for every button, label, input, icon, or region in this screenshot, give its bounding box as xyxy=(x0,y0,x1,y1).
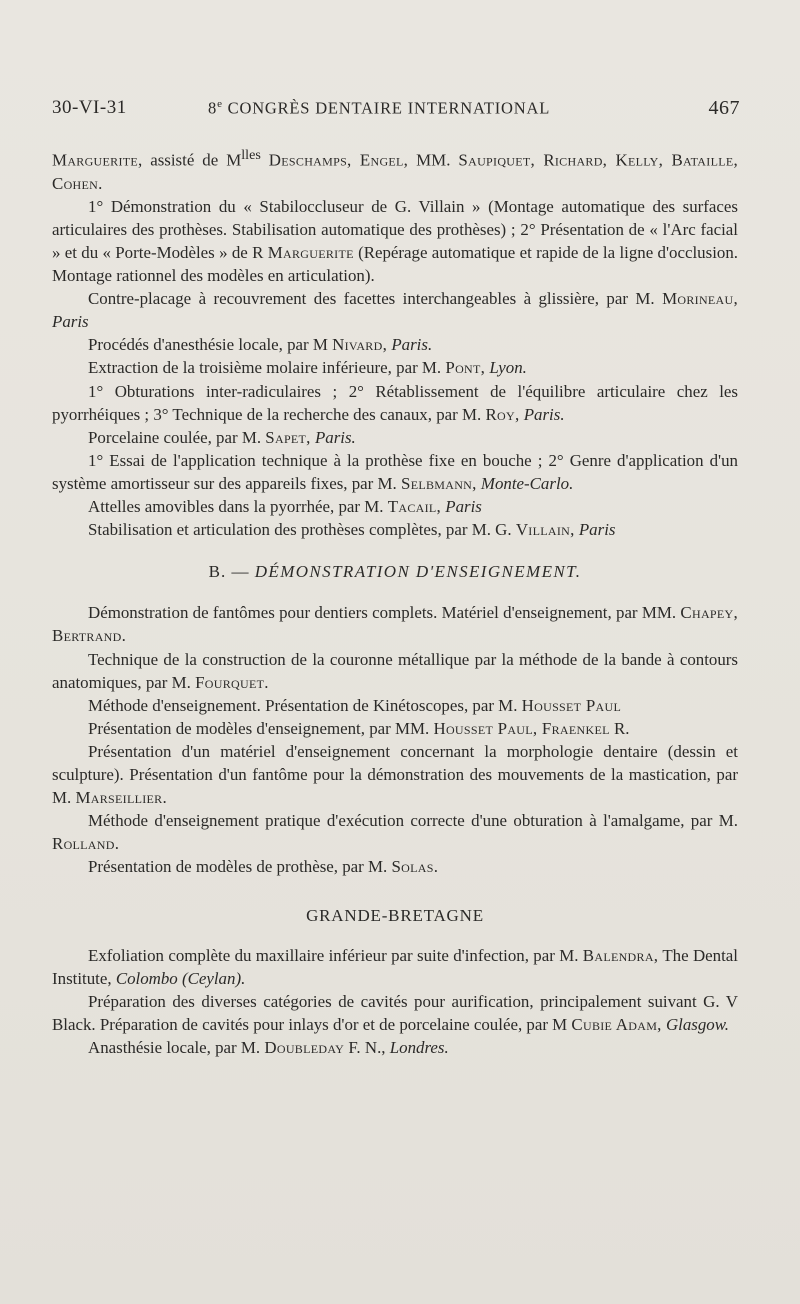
p20-place: Londres. xyxy=(389,1037,449,1057)
p20-name: Doubleday xyxy=(264,1037,345,1057)
p16-name: Rolland xyxy=(52,834,115,854)
p13-name: Housset Paul xyxy=(521,695,622,715)
p4-name: Nivard, xyxy=(332,335,388,355)
p15-name: Marseillier xyxy=(75,788,163,808)
p11-text: Démonstration de fantômes pour dentiers complets. Matériel d'enseignement, par MM. xyxy=(88,603,681,623)
paragraph-amalgame xyxy=(52,809,738,855)
p19-name: Cubie Adam, xyxy=(571,1014,662,1034)
p7-name: Sapet, xyxy=(265,427,311,447)
p18-name: Balendra, xyxy=(582,945,659,965)
p11-name: Chapey, Bertrand xyxy=(52,603,738,646)
running-head xyxy=(52,97,740,127)
p8-text: 1° Essai de l'application technique à la prothèse fixe en bouche ; 2° Genre d'application d'un système amortisseur sur des appareils fixes, par M. xyxy=(52,450,738,493)
paragraph-stabilisation xyxy=(52,518,738,541)
paragraph-porcelaine xyxy=(52,426,738,449)
p5-place: Lyon. xyxy=(489,358,527,378)
paragraph-obturations xyxy=(52,380,738,426)
p6-place: Paris. xyxy=(523,404,565,424)
header-date: 30-VI-31 xyxy=(52,97,127,118)
p6-text: 1° Obturations inter-radiculaires ; 2° Rétablissement de l'équilibre articulaire chez les pyorrhéiques ; 3° Technique de la recherche des canaux, par M. xyxy=(52,381,738,424)
p17-name: Solas xyxy=(391,857,434,877)
p1-names-2: Saupiquet, Richard, Kelly, Bataille, Cohen xyxy=(52,150,738,193)
p15-end: . xyxy=(162,788,167,808)
p13-text: Méthode d'enseignement. Présentation de Kinétoscopes, par M. xyxy=(88,695,522,715)
paragraph-fantomes xyxy=(52,601,738,647)
paragraph-anesthesie xyxy=(52,333,738,356)
p7-text: Porcelaine coulée, par M. xyxy=(88,427,266,447)
p20-text: Anasthésie locale, par M. xyxy=(88,1037,265,1057)
paragraph-extraction xyxy=(52,356,738,379)
paragraph-aurification xyxy=(52,990,738,1036)
p14-name: Housset Paul, Fraenkel xyxy=(433,718,610,738)
p17-text: Présentation de modèles de prothèse, par M. xyxy=(88,857,392,877)
paragraph-stabiloccluseur xyxy=(52,195,738,287)
p1-mm: MM. xyxy=(408,150,459,170)
p3-text: Contre-placage à recouvrement des facettes interchangeables à glissière, par M. xyxy=(88,289,663,309)
p3-name: Morineau, xyxy=(662,289,738,309)
p16-text: Méthode d'enseignement pratique d'exécution correcte d'une obturation à l'amalgame, par M. xyxy=(88,811,738,831)
p10-place: Paris xyxy=(578,520,616,540)
p1-end: . xyxy=(98,173,103,193)
paragraph-morphologie xyxy=(52,740,738,809)
p14-end: R. xyxy=(609,718,630,738)
section-b-title: DÉMONSTRATION D'ENSEIGNEMENT. xyxy=(254,562,582,582)
p11-end: . xyxy=(121,626,126,646)
paragraph-kinetoscopes xyxy=(52,694,738,717)
p1-sup: lles xyxy=(241,147,261,163)
p9-name: Tacail, xyxy=(387,497,442,517)
body-text xyxy=(52,144,738,1059)
section-heading-b xyxy=(52,560,738,583)
paragraph-marguerite xyxy=(52,144,738,195)
paragraph-prothese xyxy=(52,855,738,878)
header-title xyxy=(208,98,550,119)
p14-text: Présentation de modèles d'enseignement, par MM. xyxy=(88,718,434,738)
p18-text: Exfoliation complète du maxillaire inférieur par suite d'infection, par M. xyxy=(88,945,583,965)
p8-name: Selbmann, xyxy=(401,473,477,493)
p7-place: Paris. xyxy=(314,427,356,447)
header-title-post: CONGRÈS DENTAIRE INTERNATIONAL xyxy=(222,98,551,118)
p18-place: Colombo (Ceylan). xyxy=(115,968,246,988)
header-title-sup: e xyxy=(217,98,223,110)
p10-text: Stabilisation et articulation des prothèses complètes, par M. G. xyxy=(88,520,516,540)
paragraph-exfoliation xyxy=(52,944,738,990)
name-marguerite: Marguerite xyxy=(52,150,139,170)
p9-text: Attelles amovibles dans la pyorrhée, par M. xyxy=(88,497,388,517)
p8-place: Monte-Carlo. xyxy=(480,473,574,493)
p2-name: Marguerite xyxy=(267,243,354,262)
paragraph-attelles xyxy=(52,495,738,518)
p12-text: Technique de la construction de la couronne métallique par la méthode de la bande à contours anatomiques, par M. xyxy=(52,649,738,692)
p3-place: Paris xyxy=(52,312,89,332)
p17-end: . xyxy=(433,857,438,877)
paragraph-contre-placage xyxy=(52,287,738,333)
p9-place: Paris xyxy=(445,497,482,517)
p4-text: Procédés d'anesthésie locale, par M xyxy=(88,335,333,355)
header-title-pre: 8 xyxy=(208,98,218,118)
p12-name: Fourquet xyxy=(195,672,265,692)
p1-names-1: Deschamps, Engel, xyxy=(268,150,409,170)
p20-initials: F. N., xyxy=(344,1037,390,1057)
p16-end: . xyxy=(114,834,119,854)
p5-name: Pont, xyxy=(445,358,486,378)
paragraph-couronne xyxy=(52,648,738,694)
p2-text-a: 1° Démonstration du « Stabiloccluseur de G. Villain » (Montage automatique des surfaces articulaires des prothèses. Stabilisation automatique des prothèses) ; 2° Présentation de « l'Arc facial » et du « Porte-Modèles » de R xyxy=(52,196,738,262)
p1-space xyxy=(261,151,269,170)
p12-end: . xyxy=(264,672,269,692)
country-heading: GRANDE-BRETAGNE xyxy=(306,906,484,926)
paragraph-modeles-enseignement xyxy=(52,717,738,740)
paragraph-anasthesie xyxy=(52,1036,738,1059)
page-number: 467 xyxy=(708,97,740,119)
p6-name: Roy, xyxy=(485,404,520,424)
section-b-prefix: B. — xyxy=(208,562,255,582)
p19-text: Préparation des diverses catégories de cavités pour aurification, principalement suivant G. V Black. Préparation de cavités pour inlays d'or et de porcelaine coulée, par M xyxy=(52,991,738,1034)
p4-place: Paris. xyxy=(391,335,433,355)
p10-name: Villain, xyxy=(515,520,575,540)
p18-institute: The Dental Institute, xyxy=(52,945,738,988)
p1-text-b: , assisté de M xyxy=(138,150,242,170)
p2-text-c: (Repérage automatique et rapide de la ligne d'occlusion. Montage rationnel des modèles en articulation). xyxy=(52,243,738,286)
p5-text: Extraction de la troisième molaire inférieure, par M. xyxy=(88,358,446,378)
p15-text: Présentation d'un matériel d'enseignement concernant la morphologie dentaire (dessin et sculpture). Présentation d'un fantôme pour la démonstration des mouvements de la mastication, par M. xyxy=(52,741,738,808)
p19-place: Glasgow. xyxy=(665,1014,729,1034)
paragraph-essai xyxy=(52,449,738,495)
